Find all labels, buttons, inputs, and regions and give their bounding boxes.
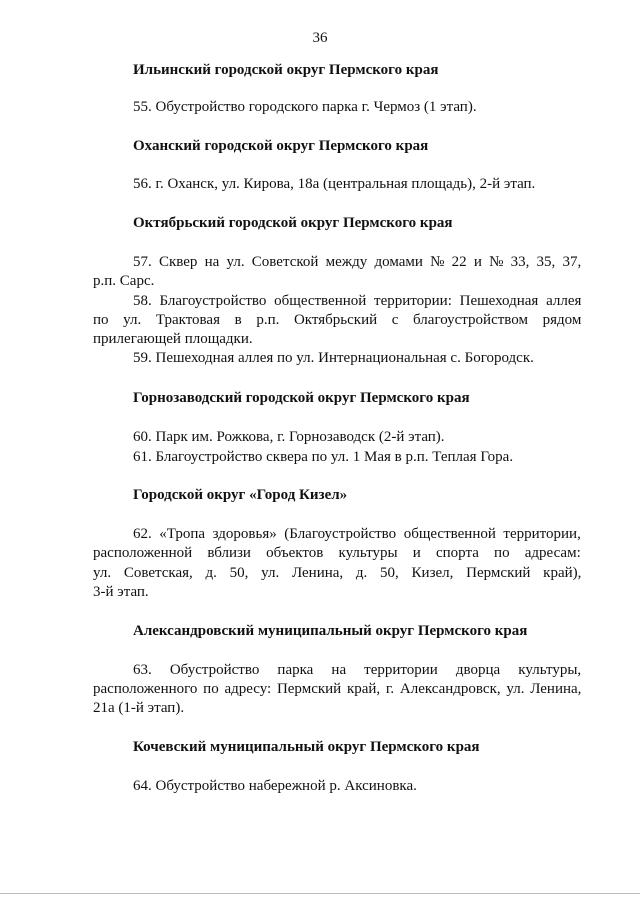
list-item: 63. Обустройство парка на территории дворца культуры, [133, 662, 582, 678]
section-heading: Оханский городской округ Пермского края [133, 138, 429, 154]
list-item: 62. «Тропа здоровья» (Благоустройство общественной территории, [133, 526, 581, 542]
section-heading: Горнозаводский городской округ Пермского края [133, 390, 470, 406]
list-item: 55. Обустройство городского парка г. Чермоз (1 этап). [133, 99, 477, 115]
section-heading: Александровский муниципальный округ Пермского края [133, 623, 528, 639]
list-item-continuation: р.п. Сарс. [93, 273, 155, 289]
list-item: 61. Благоустройство сквера по ул. 1 Мая в р.п. Теплая Гора. [133, 449, 514, 465]
list-item-continuation: 3-й этап. [93, 584, 149, 600]
scan-edge-divider [0, 893, 640, 894]
list-item: 56. г. Оханск, ул. Кирова, 18а (центральная площадь), 2-й этап. [133, 176, 536, 192]
section-heading: Октябрьский городской округ Пермского края [133, 215, 453, 231]
list-item-continuation: 21а (1-й этап). [93, 700, 185, 716]
list-item: 64. Обустройство набережной р. Аксиновка. [133, 778, 417, 794]
list-item-continuation: расположенного по адресу: Пермский край, г. Александровск, ул. Ленина, [93, 681, 582, 697]
list-item-continuation: прилегающей площадки. [93, 331, 253, 347]
page-number: 36 [312, 30, 328, 46]
list-item: 58. Благоустройство общественной территории: Пешеходная аллея [133, 293, 582, 309]
list-item: 60. Парк им. Рожкова, г. Горнозаводск (2-й этап). [133, 429, 445, 445]
list-item: 57. Сквер на ул. Советской между домами № 22 и № 33, 35, 37, [133, 254, 582, 270]
list-item-continuation: ул. Советская, д. 50, ул. Ленина, д. 50, Кизел, Пермский край), [93, 565, 582, 581]
list-item-continuation: расположенной вблизи объектов культуры и спорта по адресам: [93, 545, 581, 561]
list-item-continuation: по ул. Трактовая в р.п. Октябрьский с благоустройством рядом [93, 312, 582, 328]
section-heading: Ильинский городской округ Пермского края [133, 62, 439, 78]
list-item: 59. Пешеходная аллея по ул. Интернациональная с. Богородск. [133, 350, 534, 366]
section-heading: Кочевский муниципальный округ Пермского края [133, 739, 480, 755]
section-heading: Городской округ «Город Кизел» [133, 487, 348, 503]
